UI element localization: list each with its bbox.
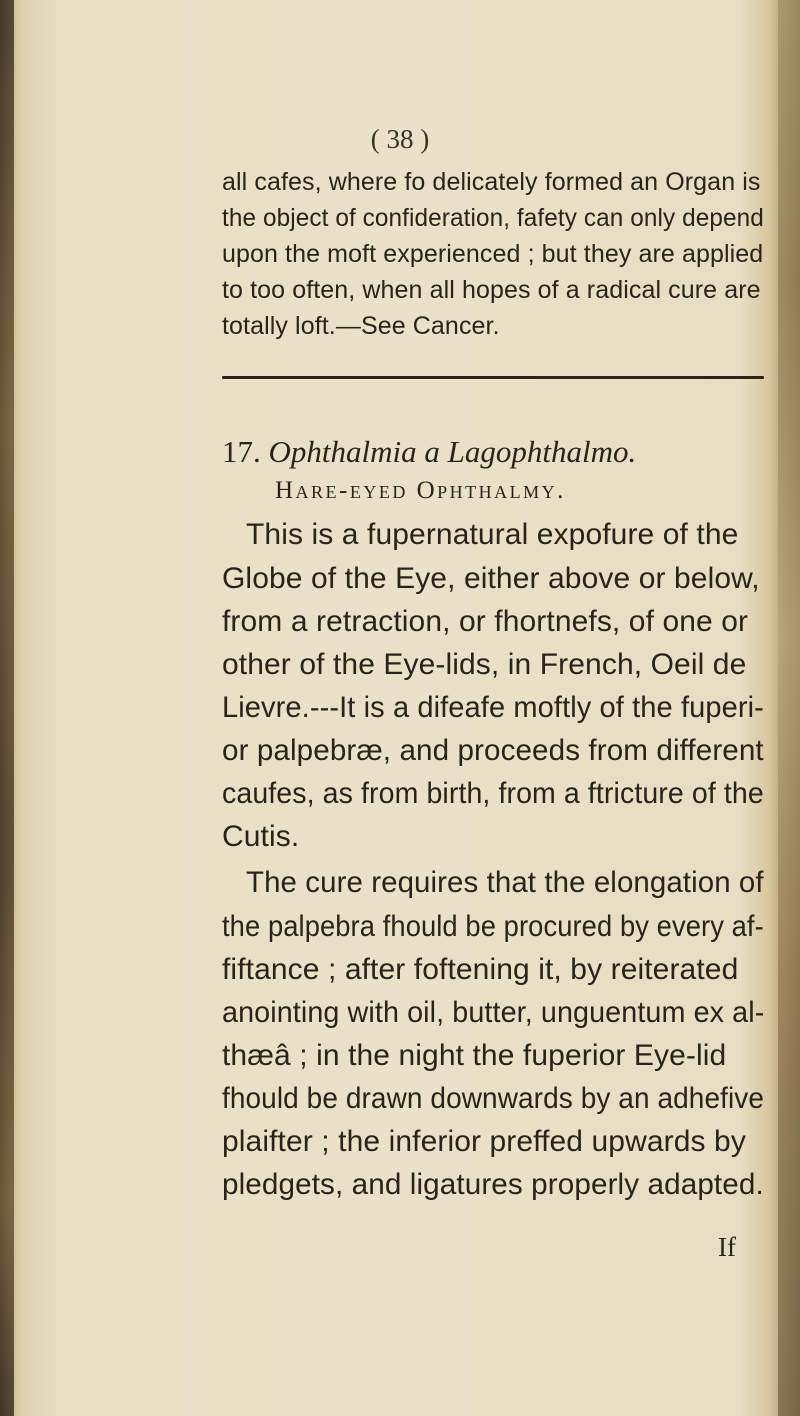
text-line: caufes, as from birth, from a ftricture of the (222, 777, 764, 810)
page-gutter-shadow (0, 0, 14, 1416)
text-line: Globe of the Eye, either above or below, (222, 562, 760, 595)
page-edge-shadow (778, 0, 800, 1416)
text-line: Lievre.---It is a difeafe moftly of the fuperi- (222, 691, 764, 724)
text-line: anointing with oil, butter, unguentum ex al- (222, 996, 765, 1029)
section-divider (222, 376, 764, 379)
text-line: from a retraction, or fhortnefs, of one or (222, 605, 749, 638)
text-line: to too often, when all hopes of a radical cure are (222, 276, 761, 304)
text-line: other of the Eye-lids, in French, Oeil de (222, 648, 747, 681)
text-line: upon the moft experienced ; but they are applied (222, 240, 764, 268)
section-latin-title: Ophthalmia a Lagophthalmo. (268, 434, 637, 469)
text-line: totally loft.—See Cancer. (222, 312, 500, 340)
text-line: the object of confideration, fafety can only depend (222, 204, 764, 232)
text-line: thæâ ; in the night the fuperior Eye-lid (222, 1039, 727, 1072)
text-line: or palpebræ, and proceeds from different (222, 734, 764, 767)
section-heading (222, 434, 636, 470)
text-line: fhould be drawn downwards by an adhefive (222, 1082, 765, 1115)
text-line: all cafes, where fo delicately formed an Organ is (222, 168, 761, 196)
section-number: 17. (222, 434, 261, 469)
text-line: fiftance ; after foftening it, by reiterated (222, 953, 739, 986)
text-line: This is a fupernatural expofure of the (246, 518, 739, 551)
text-line: the palpebra fhould be procured by every af- (222, 910, 764, 943)
text-line: pledgets, and ligatures properly adapted. (222, 1168, 764, 1201)
section-english-title: Hare-eyed Ophthalmy. (275, 477, 566, 504)
catchword: If (718, 1232, 736, 1262)
text-line: Cutis. (222, 820, 300, 853)
text-line: plaifter ; the inferior preffed upwards by (222, 1125, 746, 1158)
page-number: ( 38 ) (370, 124, 430, 154)
text-line: The cure requires that the elongation of (246, 866, 764, 899)
